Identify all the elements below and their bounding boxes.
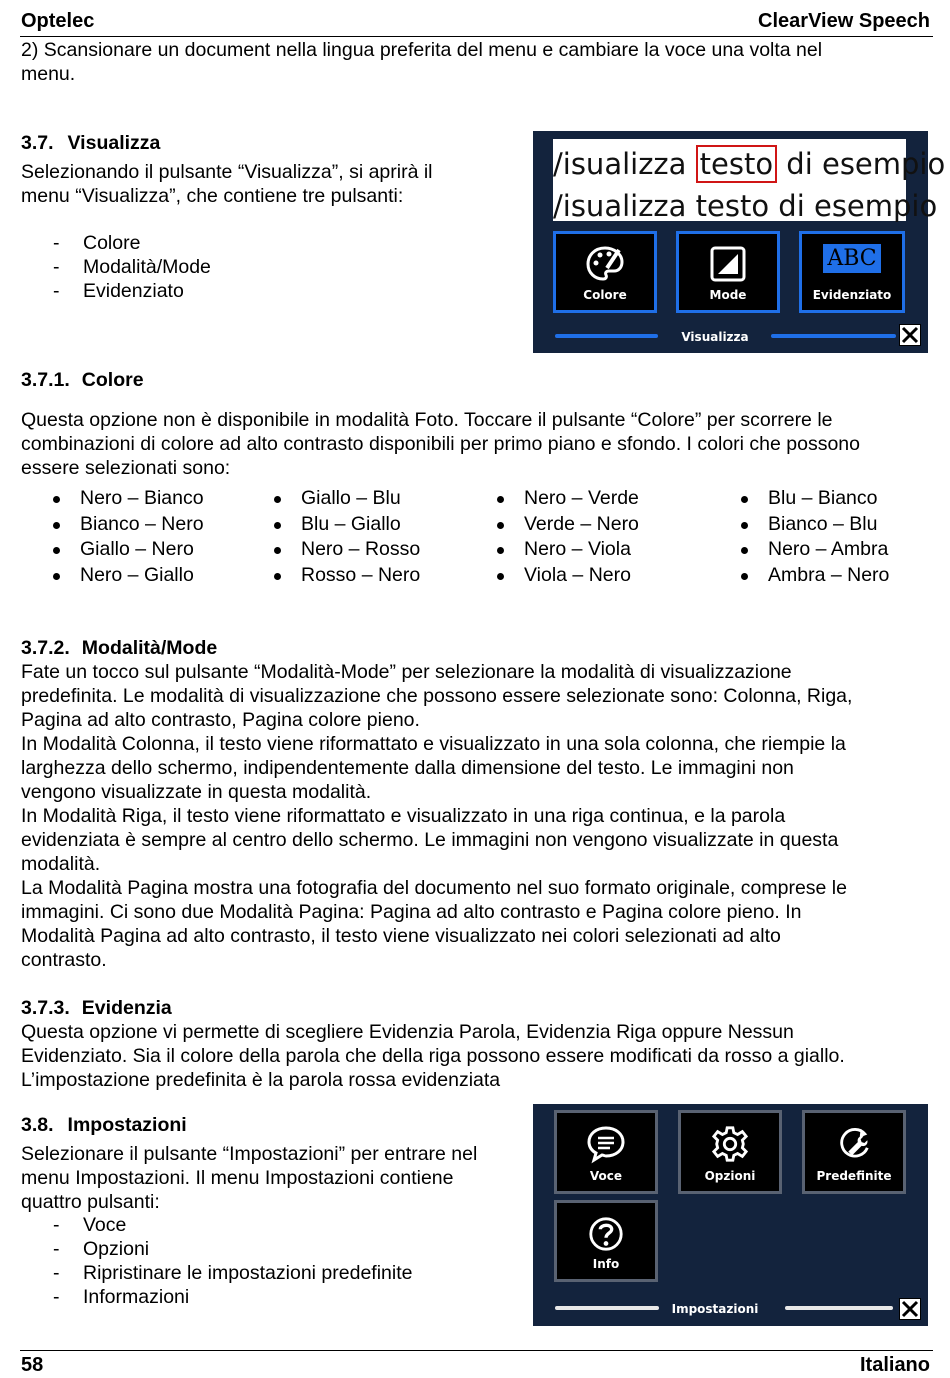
close-button[interactable] [899,1298,921,1320]
header-rule [20,36,933,37]
button-label: Opzioni [704,1169,756,1183]
color-combo-label: Bianco – Blu [768,512,878,535]
color-combo-label: Giallo – Nero [80,538,194,560]
paragraph-line: larghezza dello schermo, indipendentemente dalla dimensione del testo. Le immagini non [21,757,794,779]
opzioni-button[interactable] [678,1110,782,1194]
text-preview: /isualizza testo di esempio /isualizza testo di esempio [553,139,906,221]
paragraph-line: evidenziata è sempre al centro dello schermo. Le immagini non vengono visualizzate in questa [21,829,839,851]
list-item: - Evidenziato [53,280,184,302]
paragraph-line: menu “Visualizza”, che contiene tre pulsanti: [21,185,404,207]
bullet-dot [274,573,281,580]
bullet-dot [274,496,281,503]
button-label: Colore [583,288,627,302]
voce-button[interactable] [554,1110,658,1194]
list-item: - Informazioni [53,1286,190,1308]
reset-wrench-icon [805,1125,903,1166]
color-combo-label: Nero – Rosso [301,538,421,560]
paragraph-line: essere selezionati sono: [21,457,231,479]
header-product: ClearView Speech [758,10,930,32]
palette-icon [556,244,654,287]
paragraph-line: Selezionando il pulsante “Visualizza”, si aprirà il [21,161,433,183]
color-combo-label: Nero – Verde [524,487,639,509]
scroll-bar-right [771,334,896,338]
section-heading-evidenzia: 3.7.3. Evidenzia [21,997,172,1019]
paragraph-line: contrasto. [21,949,107,971]
color-combo-label: Ambra – Nero [768,563,890,586]
color-combo-label: Rosso – Nero [301,563,421,586]
paragraph-line: immagini. Ci sono due Modalità Pagina: Pagina ad alto contrasto e Pagina colore pieno. In [21,901,802,923]
color-combo-label: Viola – Nero [524,563,631,586]
paragraph-line: menu Impostazioni. Il menu Impostazioni contiene [21,1167,454,1189]
info-button[interactable] [554,1200,658,1282]
bullet-dot [741,496,748,503]
paragraph-line: predefinita. Le modalità di visualizzazione che possono essere selezionate sono: Colonna, Riga, [21,685,853,707]
list-item: - Ripristinare le impostazioni predefinite [53,1262,413,1284]
paragraph-line: Pagina ad alto contrasto, Pagina colore pieno. [21,709,420,731]
button-label: Info [592,1257,620,1271]
abc-highlight-icon: ABC [802,244,902,273]
scroll-bar-left [555,1306,659,1310]
color-combo-label: Nero – Ambra [768,538,889,560]
bullet-dot [741,573,748,580]
evidenziato-button[interactable] [799,231,905,313]
paragraph-line: Questa opzione vi permette di scegliere Evidenzia Parola, Evidenzia Riga oppure Nessun [21,1021,794,1043]
color-combo-label: Nero – Giallo [80,563,194,586]
color-combo-label: Blu – Bianco [768,487,878,509]
paragraph-line: Modalità Pagina ad alto contrasto, il testo viene visualizzato nei colori selezionati ad alto [21,925,781,947]
paragraph-line: quattro pulsanti: [21,1191,160,1213]
section-heading-mode: 3.7.2. Modalità/Mode [21,637,218,659]
color-combo-label: Nero – Viola [524,538,631,560]
intro-line: menu. [21,63,76,85]
highlighted-word: testo [696,145,777,183]
contrast-icon [679,244,777,287]
section-heading-colore: 3.7.1. Colore [21,369,144,391]
close-icon [900,1299,920,1319]
close-icon [900,325,920,345]
paragraph-line: vengono visualizzate in questa modalità. [21,781,372,803]
button-label: Voce [589,1169,623,1183]
footer-rule [20,1350,933,1351]
list-item: - Opzioni [53,1238,150,1260]
button-label: Predefinite [816,1169,892,1183]
visualizza-menu-screenshot [533,131,946,353]
bullet-dot [741,547,748,554]
question-icon [557,1215,655,1256]
paragraph-line: In Modalità Colonna, il testo viene riformattato e visualizzato in una sola colonna, che riempie la [21,733,846,755]
colore-button[interactable] [553,231,657,313]
bullet-dot [274,522,281,529]
section-heading-visualizza: 3.7. Visualizza [21,132,161,154]
bullet-dot [274,547,281,554]
bullet-dot [741,522,748,529]
paragraph-line: Selezionare il pulsante “Impostazioni” per entrare nel [21,1143,478,1165]
color-combo-label: Verde – Nero [524,512,639,535]
scroll-bar-right [785,1306,893,1310]
color-combo-label: Bianco – Nero [80,512,204,535]
paragraph-line: Questa opzione non è disponibile in modalità Foto. Toccare il pulsante “Colore” per scorrere le [21,409,833,431]
paragraph-line: Evidenziato. Sia il colore della parola che della riga possono essere modificati da rosso a giallo. [21,1045,845,1067]
bullet-dot [53,522,60,529]
predefinite-button[interactable] [802,1110,906,1194]
scroll-bar-left [555,334,658,338]
bullet-dot [53,573,60,580]
bullet-dot [497,573,504,580]
color-combo-label: Blu – Giallo [301,512,401,535]
gear-icon [681,1125,779,1166]
header-brand: Optelec [21,10,95,32]
paragraph-line: In Modalità Riga, il testo viene riformattato e visualizzato in una riga continua, e la parola [21,805,786,827]
intro-line: 2) Scansionare un document nella lingua preferita del menu e cambiare la voce una volta nel [21,39,823,61]
bullet-dot [497,547,504,554]
bullet-dot [497,496,504,503]
close-button[interactable] [899,324,921,346]
panel-title: Impostazioni [671,1302,759,1316]
list-item: - Modalità/Mode [53,256,211,278]
mode-button[interactable] [676,231,780,313]
paragraph-line: combinazioni di colore ad alto contrasto disponibili per primo piano e sfondo. I colori che possono [21,433,860,455]
color-combo-label: Nero – Bianco [80,487,204,509]
paragraph-line: La Modalità Pagina mostra una fotografia del documento nel suo formato originale, comprese le [21,877,847,899]
section-heading-impostazioni: 3.8. Impostazioni [21,1114,187,1136]
paragraph-line: L’impostazione predefinita è la parola rossa evidenziata [21,1069,501,1091]
panel-title: Visualizza [681,330,749,344]
speech-bubble-icon [557,1125,655,1166]
list-item: - Voce [53,1214,127,1236]
button-label: Mode [709,288,747,302]
bullet-dot [53,496,60,503]
paragraph-line: Fate un tocco sul pulsante “Modalità-Mode” per selezionare la modalità di visualizzazione [21,661,792,683]
bullet-dot [497,522,504,529]
footer-language: Italiano [859,1354,930,1376]
page-number: 58 [21,1354,44,1376]
bullet-dot [53,547,60,554]
impostazioni-menu-screenshot [533,1104,928,1326]
list-item: - Colore [53,232,141,254]
color-combo-label: Giallo – Blu [301,487,401,509]
button-label: Evidenziato [812,288,892,302]
paragraph-line: modalità. [21,853,101,875]
